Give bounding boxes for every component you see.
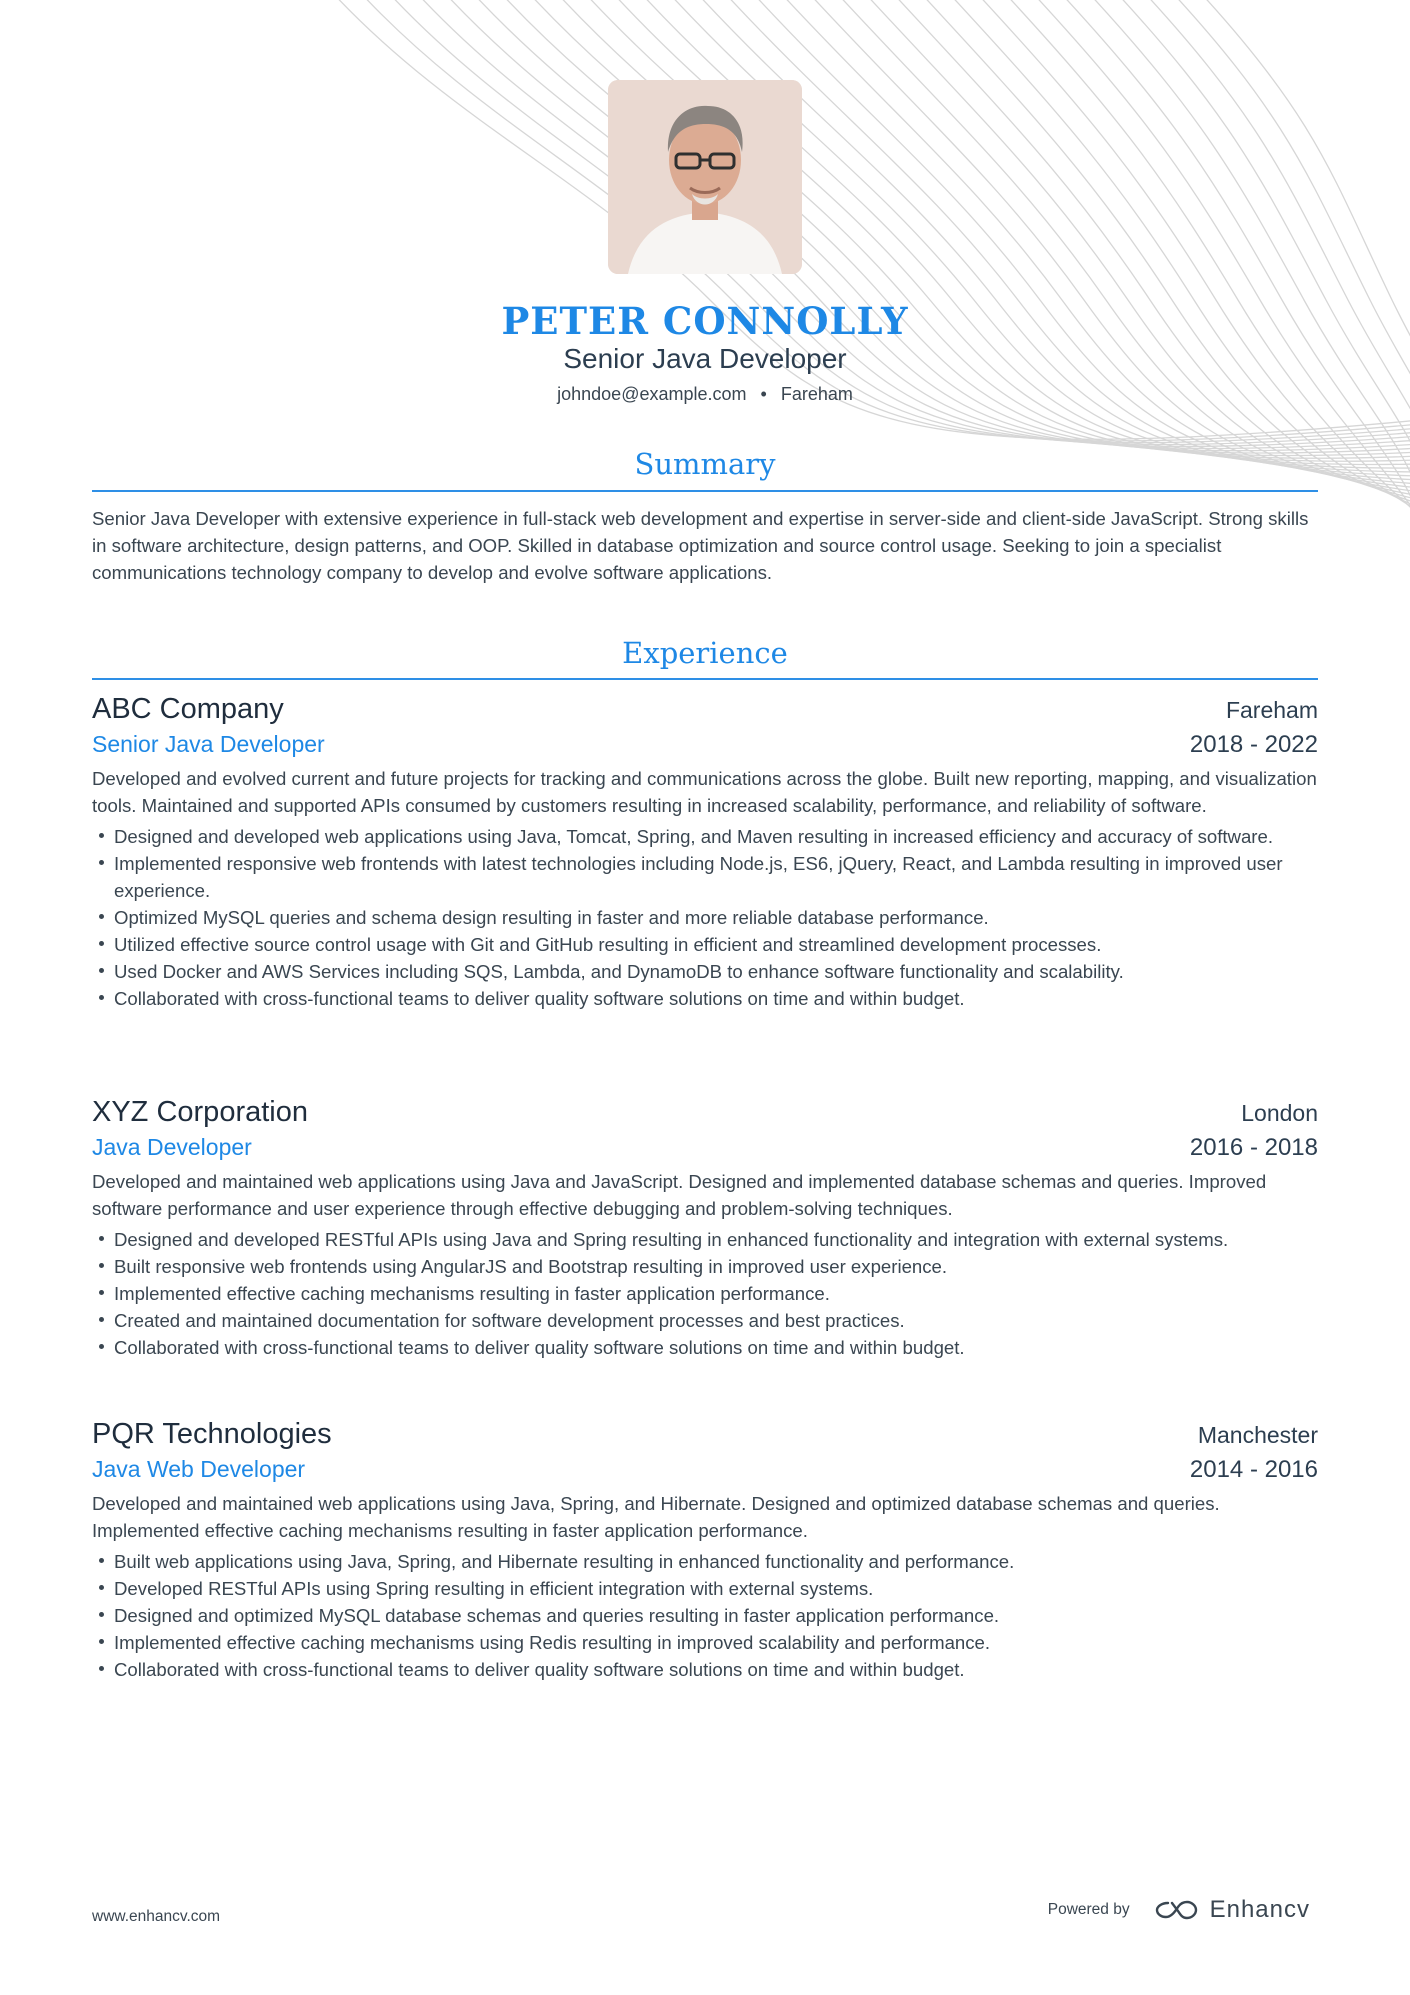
bullet-item: Designed and optimized MySQL database schemas and queries resulting in faster application performance. bbox=[92, 1602, 1318, 1629]
job-role: Java Developer bbox=[92, 1134, 252, 1160]
wave-line bbox=[750, 0, 1410, 480]
job-bullets bbox=[92, 1548, 1318, 1683]
job-entry bbox=[92, 1415, 1318, 1683]
email-link[interactable]: johndoe@example.com bbox=[557, 384, 747, 404]
wave-line bbox=[1002, 0, 1410, 516]
website-link[interactable]: www.enhancv.com bbox=[92, 1908, 221, 1925]
experience-divider bbox=[92, 678, 1318, 680]
bullet-item: Implemented effective caching mechanisms resulting in faster application performance. bbox=[92, 1280, 1318, 1307]
brand-logo[interactable] bbox=[1154, 1896, 1310, 1924]
bullet-item: Utilized effective source control usage with Git and GitHub resulting in efficient and streamlined development processes. bbox=[92, 931, 1318, 958]
bullet-item: Collaborated with cross-functional teams to deliver quality software solutions on time and within budget. bbox=[92, 1334, 1318, 1361]
wave-line bbox=[890, 0, 1410, 500]
wave-line bbox=[778, 0, 1410, 484]
job-dates: 2016 - 2018 bbox=[1189, 1134, 1318, 1161]
job-location: Fareham bbox=[1225, 697, 1318, 723]
wave-line bbox=[1058, 0, 1410, 520]
bullet-item: Implemented responsive web frontends with latest technologies including Node.js, ES6, jQuery, React, and Lambda resulting in improved user experience. bbox=[92, 850, 1318, 904]
job-description: Developed and maintained web applications using Java and JavaScript. Designed and implemented database schemas and queries. Improved software performance and user experience through effective debugging and problem-solving techniques. bbox=[92, 1171, 1267, 1219]
bullet-item: Collaborated with cross-functional teams to deliver quality software solutions on time and within budget. bbox=[92, 985, 1318, 1012]
wave-line bbox=[806, 0, 1410, 488]
bullet-item: Designed and developed RESTful APIs using Java and Spring resulting in enhanced functionality and integration with external systems. bbox=[92, 1226, 1318, 1253]
company-name: PQR Technologies bbox=[92, 1418, 332, 1450]
company-name: ABC Company bbox=[92, 693, 284, 725]
job-dates: 2014 - 2016 bbox=[1189, 1456, 1318, 1483]
bullet-item: Collaborated with cross-functional teams to deliver quality software solutions on time and within budget. bbox=[92, 1656, 1318, 1683]
job-description: Developed and maintained web applications using Java, Spring, and Hibernate. Designed and optimized database schemas and queries. Implemented effective caching mechanisms resulting in faster application performance. bbox=[92, 1493, 1220, 1541]
company-name: XYZ Corporation bbox=[92, 1096, 308, 1128]
wave-line bbox=[1086, 0, 1410, 520]
bullet-item: Developed RESTful APIs using Spring resulting in efficient integration with external systems. bbox=[92, 1575, 1318, 1602]
summary-text: Senior Java Developer with extensive experience in full-stack web development and expertise in server-side and client-side JavaScript. Strong skills in software architecture, design patterns, and OOP. Skilled in database optimization and source control usage. Seeking to join a specialist communications technology company to develop and evolve software applications. bbox=[92, 508, 1309, 583]
powered-by-label: Powered by bbox=[1047, 1901, 1130, 1918]
experience-heading: Experience bbox=[622, 636, 788, 670]
bullet-item: Created and maintained documentation for software development processes and best practices. bbox=[92, 1307, 1318, 1334]
candidate-title: Senior Java Developer bbox=[563, 343, 847, 374]
job-entry bbox=[92, 1093, 1318, 1361]
bullet-item: Implemented effective caching mechanisms using Redis resulting in improved scalability and performance. bbox=[92, 1629, 1318, 1656]
job-bullets bbox=[92, 823, 1318, 1012]
bullet-item: Optimized MySQL queries and schema design resulting in faster and more reliable database performance. bbox=[92, 904, 1318, 931]
wave-line bbox=[834, 0, 1410, 492]
wave-line bbox=[974, 0, 1410, 512]
separator-dot: • bbox=[760, 384, 767, 404]
wave-line bbox=[1114, 0, 1410, 520]
wave-line bbox=[918, 0, 1410, 504]
resume-header bbox=[92, 296, 1318, 408]
profile-photo bbox=[608, 80, 802, 274]
enhancv-logo-icon bbox=[1154, 1898, 1200, 1922]
contact-line bbox=[92, 380, 1318, 408]
bullet-item: Built web applications using Java, Spring, and Hibernate resulting in enhanced functionality and performance. bbox=[92, 1548, 1318, 1575]
job-dates: 2018 - 2022 bbox=[1189, 731, 1318, 758]
brand-name: Enhancv bbox=[1209, 1896, 1310, 1923]
wave-line bbox=[1198, 0, 1410, 520]
job-entry bbox=[92, 690, 1318, 1012]
location-text: Fareham bbox=[780, 384, 853, 404]
job-role: Java Web Developer bbox=[92, 1456, 306, 1482]
job-description: Developed and evolved current and future projects for tracking and communications across the globe. Built new reporting, mapping, and visualization tools. Maintained and supported APIs consumed by customers resulting in increased scalability, performance, and reliability of software. bbox=[92, 768, 1317, 816]
job-bullets bbox=[92, 1226, 1318, 1361]
bullet-item: Used Docker and AWS Services including SQS, Lambda, and DynamoDB to enhance software functionality and scalability. bbox=[92, 958, 1318, 985]
bullet-item: Built responsive web frontends using AngularJS and Bootstrap resulting in improved user experience. bbox=[92, 1253, 1318, 1280]
wave-line bbox=[862, 0, 1410, 496]
candidate-name: PETER CONNOLLY bbox=[501, 299, 909, 343]
wave-line bbox=[1142, 0, 1410, 520]
wave-line bbox=[946, 0, 1410, 508]
wave-line bbox=[1030, 0, 1410, 520]
bullet-item: Designed and developed web applications using Java, Tomcat, Spring, and Maven resulting in increased efficiency and accuracy of software. bbox=[92, 823, 1318, 850]
summary-heading: Summary bbox=[634, 447, 776, 481]
job-location: Manchester bbox=[1197, 1422, 1318, 1448]
job-location: London bbox=[1241, 1100, 1318, 1126]
job-role: Senior Java Developer bbox=[92, 731, 325, 757]
person-portrait-icon bbox=[608, 80, 802, 274]
wave-line bbox=[1170, 0, 1410, 520]
powered-by bbox=[1048, 1896, 1310, 1924]
summary-divider bbox=[92, 490, 1318, 492]
